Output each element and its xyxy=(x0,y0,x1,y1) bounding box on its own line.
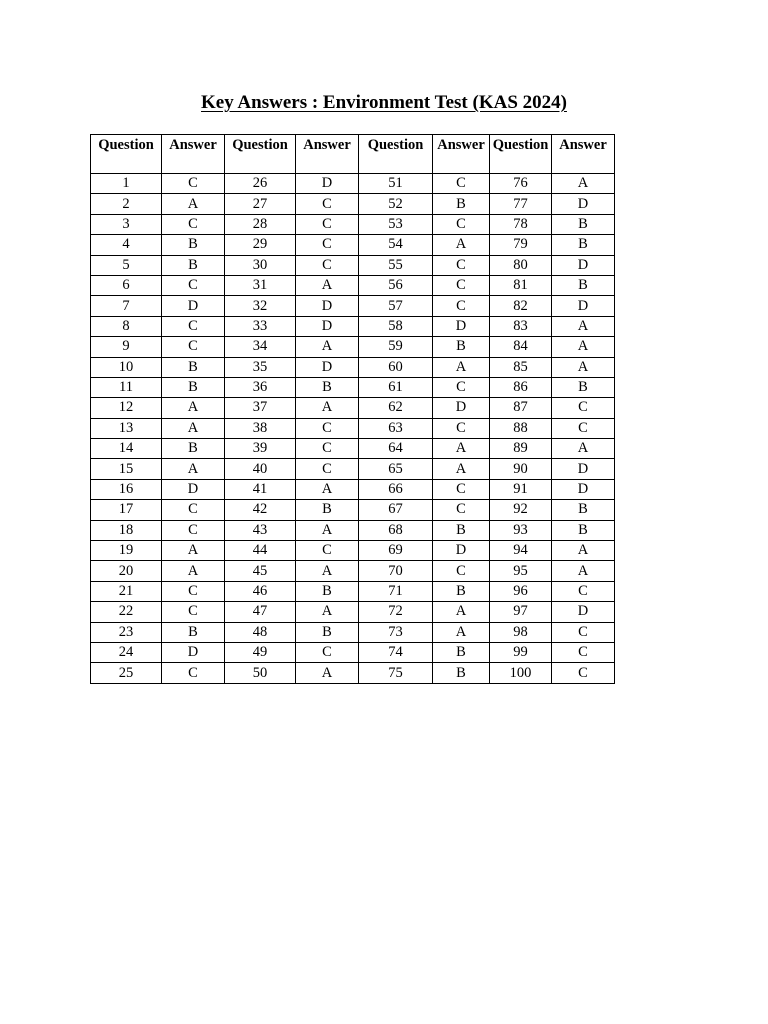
question-number-cell: 10 xyxy=(91,357,162,377)
question-number-cell: 61 xyxy=(359,377,433,397)
answer-cell: C xyxy=(552,418,615,438)
answer-cell: D xyxy=(433,541,490,561)
question-number-cell: 19 xyxy=(91,541,162,561)
table-row xyxy=(91,194,615,214)
question-number-cell: 78 xyxy=(490,214,552,234)
question-number-cell: 82 xyxy=(490,296,552,316)
question-number-cell: 29 xyxy=(225,235,296,255)
question-number-cell: 51 xyxy=(359,174,433,194)
question-number-cell: 79 xyxy=(490,235,552,255)
question-number-cell: 90 xyxy=(490,459,552,479)
answer-cell: A xyxy=(162,194,225,214)
question-number-cell: 41 xyxy=(225,479,296,499)
table-row xyxy=(91,622,615,642)
answer-cell: C xyxy=(433,377,490,397)
question-number-cell: 65 xyxy=(359,459,433,479)
answer-cell: A xyxy=(433,622,490,642)
question-number-cell: 49 xyxy=(225,642,296,662)
question-number-cell: 20 xyxy=(91,561,162,581)
answer-cell: A xyxy=(162,398,225,418)
table-row xyxy=(91,663,615,683)
question-number-cell: 11 xyxy=(91,377,162,397)
answer-cell: D xyxy=(552,479,615,499)
question-number-cell: 76 xyxy=(490,174,552,194)
question-number-cell: 73 xyxy=(359,622,433,642)
question-number-cell: 55 xyxy=(359,255,433,275)
answer-cell: C xyxy=(296,642,359,662)
question-number-cell: 9 xyxy=(91,337,162,357)
answer-cell: B xyxy=(296,581,359,601)
answer-cell: C xyxy=(552,398,615,418)
question-number-cell: 12 xyxy=(91,398,162,418)
question-number-cell: 28 xyxy=(225,214,296,234)
answer-cell: D xyxy=(552,194,615,214)
table-row xyxy=(91,316,615,336)
answer-cell: A xyxy=(162,459,225,479)
answer-cell: A xyxy=(296,275,359,295)
table-row xyxy=(91,275,615,295)
table-row xyxy=(91,296,615,316)
table-row xyxy=(91,500,615,520)
answer-cell: A xyxy=(296,479,359,499)
table-row xyxy=(91,459,615,479)
answer-cell: A xyxy=(296,561,359,581)
column-header-answer: Answer xyxy=(162,135,225,174)
question-number-cell: 38 xyxy=(225,418,296,438)
answer-cell: A xyxy=(296,602,359,622)
question-number-cell: 18 xyxy=(91,520,162,540)
question-number-cell: 87 xyxy=(490,398,552,418)
answer-cell: C xyxy=(433,500,490,520)
answer-cell: A xyxy=(552,439,615,459)
answer-cell: A xyxy=(433,602,490,622)
question-number-cell: 48 xyxy=(225,622,296,642)
answer-cell: C xyxy=(296,194,359,214)
answer-cell: B xyxy=(433,194,490,214)
answer-cell: C xyxy=(296,439,359,459)
answer-cell: C xyxy=(162,275,225,295)
answer-cell: C xyxy=(162,214,225,234)
answer-cell: C xyxy=(433,214,490,234)
question-number-cell: 21 xyxy=(91,581,162,601)
question-number-cell: 40 xyxy=(225,459,296,479)
table-row xyxy=(91,174,615,194)
answer-cell: C xyxy=(296,235,359,255)
table-row xyxy=(91,642,615,662)
question-number-cell: 17 xyxy=(91,500,162,520)
question-number-cell: 69 xyxy=(359,541,433,561)
column-header-question: Question xyxy=(225,135,296,174)
question-number-cell: 77 xyxy=(490,194,552,214)
question-number-cell: 26 xyxy=(225,174,296,194)
question-number-cell: 52 xyxy=(359,194,433,214)
question-number-cell: 89 xyxy=(490,439,552,459)
table-row xyxy=(91,255,615,275)
answer-cell: A xyxy=(552,561,615,581)
answer-cell: C xyxy=(296,541,359,561)
answer-cell: A xyxy=(552,316,615,336)
question-number-cell: 67 xyxy=(359,500,433,520)
answer-cell: D xyxy=(162,642,225,662)
answer-cell: C xyxy=(433,479,490,499)
question-number-cell: 59 xyxy=(359,337,433,357)
answer-cell: B xyxy=(552,275,615,295)
question-number-cell: 6 xyxy=(91,275,162,295)
answer-cell: C xyxy=(552,642,615,662)
answer-cell: A xyxy=(433,439,490,459)
table-row xyxy=(91,479,615,499)
answer-cell: B xyxy=(162,235,225,255)
question-number-cell: 1 xyxy=(91,174,162,194)
answer-cell: A xyxy=(296,398,359,418)
question-number-cell: 99 xyxy=(490,642,552,662)
answer-cell: C xyxy=(552,622,615,642)
answer-cell: C xyxy=(162,520,225,540)
question-number-cell: 85 xyxy=(490,357,552,377)
answer-cell: C xyxy=(433,275,490,295)
answer-cell: A xyxy=(552,174,615,194)
answer-cell: C xyxy=(552,663,615,683)
answer-cell: D xyxy=(552,602,615,622)
question-number-cell: 33 xyxy=(225,316,296,336)
question-number-cell: 56 xyxy=(359,275,433,295)
answer-cell: B xyxy=(296,377,359,397)
answer-cell: B xyxy=(552,214,615,234)
question-number-cell: 93 xyxy=(490,520,552,540)
table-row xyxy=(91,541,615,561)
answer-cell: D xyxy=(162,296,225,316)
question-number-cell: 14 xyxy=(91,439,162,459)
question-number-cell: 74 xyxy=(359,642,433,662)
answer-cell: D xyxy=(433,398,490,418)
answer-cell: C xyxy=(162,500,225,520)
question-number-cell: 88 xyxy=(490,418,552,438)
answer-cell: C xyxy=(162,174,225,194)
answer-cell: B xyxy=(433,663,490,683)
question-number-cell: 44 xyxy=(225,541,296,561)
question-number-cell: 86 xyxy=(490,377,552,397)
question-number-cell: 27 xyxy=(225,194,296,214)
answer-cell: C xyxy=(162,581,225,601)
question-number-cell: 64 xyxy=(359,439,433,459)
question-number-cell: 30 xyxy=(225,255,296,275)
question-number-cell: 39 xyxy=(225,439,296,459)
answer-cell: D xyxy=(296,357,359,377)
answer-cell: C xyxy=(296,255,359,275)
answer-cell: D xyxy=(296,316,359,336)
answer-cell: D xyxy=(433,316,490,336)
answer-cell: D xyxy=(162,479,225,499)
question-number-cell: 100 xyxy=(490,663,552,683)
answer-cell: A xyxy=(433,357,490,377)
answer-cell: D xyxy=(552,255,615,275)
table-row xyxy=(91,235,615,255)
answer-cell: C xyxy=(433,255,490,275)
question-number-cell: 75 xyxy=(359,663,433,683)
question-number-cell: 8 xyxy=(91,316,162,336)
question-number-cell: 71 xyxy=(359,581,433,601)
answer-cell: D xyxy=(296,296,359,316)
question-number-cell: 35 xyxy=(225,357,296,377)
answer-cell: B xyxy=(433,520,490,540)
question-number-cell: 53 xyxy=(359,214,433,234)
answer-cell: A xyxy=(162,418,225,438)
table-row xyxy=(91,581,615,601)
question-number-cell: 31 xyxy=(225,275,296,295)
question-number-cell: 92 xyxy=(490,500,552,520)
column-header-question: Question xyxy=(91,135,162,174)
answer-cell: C xyxy=(296,418,359,438)
table-row xyxy=(91,337,615,357)
answer-cell: D xyxy=(552,296,615,316)
table-row xyxy=(91,439,615,459)
answer-cell: C xyxy=(162,337,225,357)
answer-cell: B xyxy=(162,357,225,377)
question-number-cell: 68 xyxy=(359,520,433,540)
answer-cell: C xyxy=(162,663,225,683)
question-number-cell: 98 xyxy=(490,622,552,642)
answer-cell: A xyxy=(296,520,359,540)
answer-cell: B xyxy=(162,377,225,397)
question-number-cell: 45 xyxy=(225,561,296,581)
answer-cell: B xyxy=(162,255,225,275)
answer-cell: C xyxy=(296,459,359,479)
answer-cell: A xyxy=(433,235,490,255)
question-number-cell: 34 xyxy=(225,337,296,357)
answer-cell: B xyxy=(552,235,615,255)
question-number-cell: 60 xyxy=(359,357,433,377)
answer-cell: C xyxy=(552,581,615,601)
answer-cell: B xyxy=(433,642,490,662)
question-number-cell: 23 xyxy=(91,622,162,642)
question-number-cell: 96 xyxy=(490,581,552,601)
table-row xyxy=(91,398,615,418)
answer-cell: C xyxy=(433,561,490,581)
answer-cell: B xyxy=(162,439,225,459)
question-number-cell: 36 xyxy=(225,377,296,397)
question-number-cell: 63 xyxy=(359,418,433,438)
column-header-answer: Answer xyxy=(433,135,490,174)
question-number-cell: 80 xyxy=(490,255,552,275)
question-number-cell: 3 xyxy=(91,214,162,234)
answer-cell: B xyxy=(552,377,615,397)
question-number-cell: 94 xyxy=(490,541,552,561)
answer-cell: A xyxy=(162,561,225,581)
question-number-cell: 70 xyxy=(359,561,433,581)
answer-cell: B xyxy=(296,500,359,520)
header-row xyxy=(91,135,615,174)
question-number-cell: 66 xyxy=(359,479,433,499)
answer-cell: B xyxy=(433,581,490,601)
question-number-cell: 16 xyxy=(91,479,162,499)
answer-cell: C xyxy=(162,602,225,622)
question-number-cell: 84 xyxy=(490,337,552,357)
answer-cell: C xyxy=(296,214,359,234)
answer-cell: A xyxy=(552,337,615,357)
question-number-cell: 4 xyxy=(91,235,162,255)
answer-cell: A xyxy=(296,663,359,683)
question-number-cell: 43 xyxy=(225,520,296,540)
table-row xyxy=(91,520,615,540)
answer-cell: A xyxy=(433,459,490,479)
question-number-cell: 46 xyxy=(225,581,296,601)
column-header-question: Question xyxy=(490,135,552,174)
answer-cell: B xyxy=(433,337,490,357)
table-row xyxy=(91,377,615,397)
question-number-cell: 57 xyxy=(359,296,433,316)
answer-cell: C xyxy=(162,316,225,336)
question-number-cell: 62 xyxy=(359,398,433,418)
answer-cell: B xyxy=(552,500,615,520)
answer-cell: C xyxy=(433,296,490,316)
question-number-cell: 7 xyxy=(91,296,162,316)
answer-cell: C xyxy=(433,418,490,438)
answer-cell: B xyxy=(162,622,225,642)
answer-cell: A xyxy=(552,541,615,561)
question-number-cell: 42 xyxy=(225,500,296,520)
answer-cell: A xyxy=(296,337,359,357)
table-row xyxy=(91,602,615,622)
answer-cell: B xyxy=(552,520,615,540)
answer-cell: D xyxy=(296,174,359,194)
column-header-question: Question xyxy=(359,135,433,174)
question-number-cell: 81 xyxy=(490,275,552,295)
answer-key-table xyxy=(90,134,615,684)
answer-cell: A xyxy=(552,357,615,377)
question-number-cell: 91 xyxy=(490,479,552,499)
question-number-cell: 83 xyxy=(490,316,552,336)
question-number-cell: 25 xyxy=(91,663,162,683)
question-number-cell: 95 xyxy=(490,561,552,581)
question-number-cell: 37 xyxy=(225,398,296,418)
answer-cell: C xyxy=(433,174,490,194)
question-number-cell: 50 xyxy=(225,663,296,683)
question-number-cell: 22 xyxy=(91,602,162,622)
question-number-cell: 72 xyxy=(359,602,433,622)
table-row xyxy=(91,214,615,234)
question-number-cell: 2 xyxy=(91,194,162,214)
column-header-answer: Answer xyxy=(296,135,359,174)
question-number-cell: 5 xyxy=(91,255,162,275)
question-number-cell: 15 xyxy=(91,459,162,479)
column-header-answer: Answer xyxy=(552,135,615,174)
table-body xyxy=(91,174,615,684)
question-number-cell: 13 xyxy=(91,418,162,438)
answer-cell: B xyxy=(296,622,359,642)
question-number-cell: 58 xyxy=(359,316,433,336)
answer-cell: D xyxy=(552,459,615,479)
table-row xyxy=(91,357,615,377)
table-row xyxy=(91,561,615,581)
question-number-cell: 47 xyxy=(225,602,296,622)
question-number-cell: 54 xyxy=(359,235,433,255)
answer-cell: A xyxy=(162,541,225,561)
table-row xyxy=(91,418,615,438)
page-title: Key Answers : Environment Test (KAS 2024) xyxy=(201,92,567,113)
question-number-cell: 97 xyxy=(490,602,552,622)
question-number-cell: 32 xyxy=(225,296,296,316)
question-number-cell: 24 xyxy=(91,642,162,662)
